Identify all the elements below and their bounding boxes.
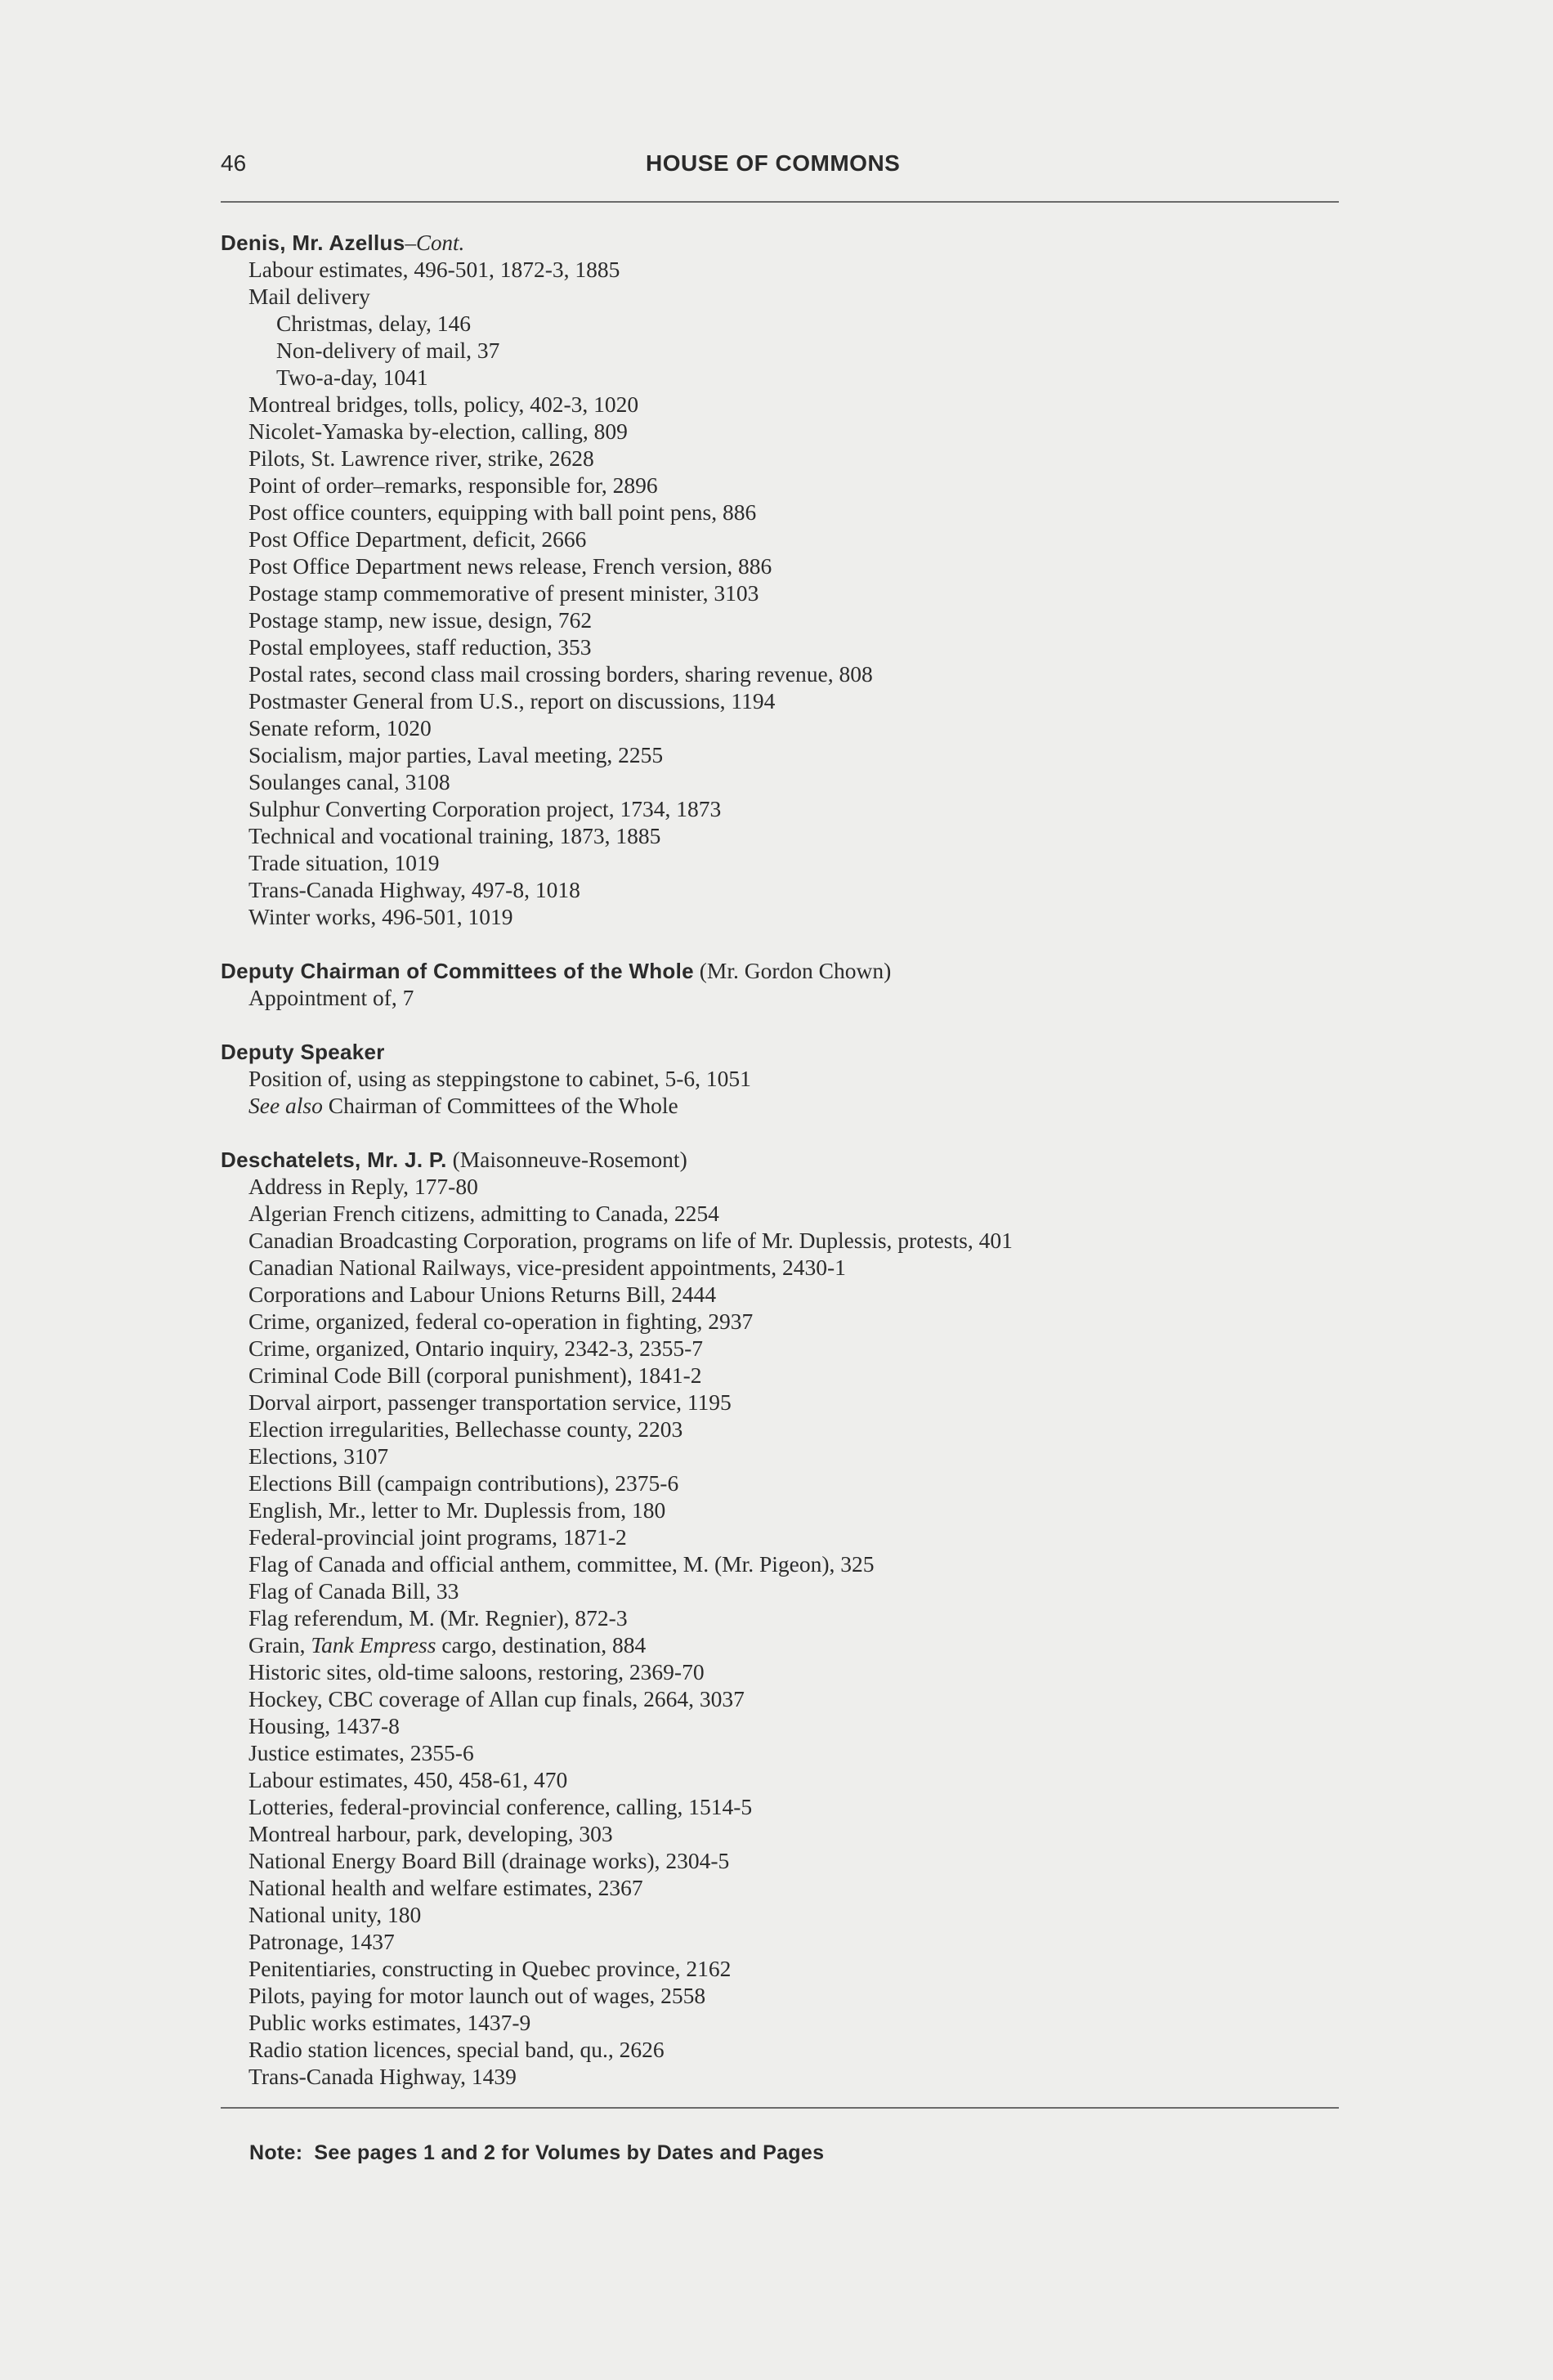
entry-text: Corporations and Labour Unions Returns Bill, 2444 bbox=[248, 1282, 717, 1307]
footer-rule bbox=[221, 2107, 1339, 2109]
entry-text: Post Office Department news release, French version, 886 bbox=[248, 553, 772, 579]
entry-text: Pilots, St. Lawrence river, strike, 2628 bbox=[248, 445, 594, 471]
heading-name: Deputy Chairman of Committees of the Whole bbox=[221, 959, 694, 983]
entry-text: Nicolet-Yamaska by-election, calling, 809 bbox=[248, 418, 628, 444]
index-section bbox=[221, 1146, 1365, 2090]
entry-text: Postal rates, second class mail crossing borders, sharing revenue, 808 bbox=[248, 661, 873, 687]
index-entries bbox=[221, 229, 1365, 2090]
entry-text: Criminal Code Bill (corporal punishment), 1841-2 bbox=[248, 1362, 702, 1388]
entry-text: Appointment of, 7 bbox=[248, 985, 414, 1010]
entry-text: Postage stamp commemorative of present minister, 3103 bbox=[248, 580, 759, 606]
index-entry bbox=[221, 552, 1365, 579]
entry-text: Soulanges canal, 3108 bbox=[248, 769, 450, 794]
index-entry bbox=[221, 2063, 1365, 2090]
index-entry bbox=[221, 849, 1365, 876]
entry-text: National Energy Board Bill (drainage works), 2304-5 bbox=[248, 1848, 730, 1873]
entry-text-after: cargo, destination, 884 bbox=[436, 1632, 647, 1658]
index-entry bbox=[221, 1820, 1365, 1847]
index-entry bbox=[221, 1496, 1365, 1523]
index-entry bbox=[221, 1982, 1365, 2009]
index-section bbox=[221, 229, 1365, 930]
index-entry bbox=[221, 1928, 1365, 1955]
entry-text: Postal employees, staff reduction, 353 bbox=[248, 634, 592, 660]
entry-text: Trans-Canada Highway, 497-8, 1018 bbox=[248, 877, 580, 902]
index-entry bbox=[221, 1362, 1365, 1389]
index-section bbox=[221, 1038, 1365, 1119]
entry-text: Address in Reply, 177-80 bbox=[248, 1174, 478, 1199]
index-entry bbox=[221, 1874, 1365, 1901]
page-number: 46 bbox=[221, 150, 247, 176]
entry-text: National unity, 180 bbox=[248, 1902, 422, 1927]
index-entry bbox=[221, 391, 1365, 418]
index-entry bbox=[221, 687, 1365, 714]
entry-text: Labour estimates, 496-501, 1872-3, 1885 bbox=[248, 257, 620, 282]
entry-text: Post office counters, equipping with ball point pens, 886 bbox=[248, 499, 757, 525]
index-entry bbox=[221, 1308, 1365, 1335]
entry-text: Crime, organized, Ontario inquiry, 2342-3, 2355-7 bbox=[248, 1335, 704, 1361]
index-entry bbox=[221, 1470, 1365, 1496]
index-entry bbox=[221, 1712, 1365, 1739]
heading-name: Deputy Speaker bbox=[221, 1040, 385, 1064]
index-entry bbox=[221, 1523, 1365, 1550]
index-entry bbox=[221, 499, 1365, 526]
entry-text: Elections Bill (campaign contributions), 2375-6 bbox=[248, 1470, 679, 1496]
entry-text: Flag referendum, M. (Mr. Regnier), 872-3 bbox=[248, 1605, 628, 1631]
index-entry bbox=[221, 445, 1365, 472]
index-entry bbox=[221, 283, 1365, 310]
index-entry bbox=[221, 1443, 1365, 1470]
entry-text: Non-delivery of mail, 37 bbox=[276, 338, 500, 363]
index-entry bbox=[221, 1416, 1365, 1443]
index-subentry bbox=[221, 310, 1365, 337]
entry-text: Hockey, CBC coverage of Allan cup finals, 2664, 3037 bbox=[248, 1686, 745, 1711]
index-entry bbox=[221, 1766, 1365, 1793]
entry-text: Penitentiaries, constructing in Quebec province, 2162 bbox=[248, 1956, 732, 1981]
header-rule bbox=[221, 201, 1339, 203]
index-entry bbox=[221, 984, 1365, 1011]
index-entry bbox=[221, 1685, 1365, 1712]
section-heading bbox=[221, 1038, 1365, 1065]
entry-text: Montreal harbour, park, developing, 303 bbox=[248, 1821, 613, 1846]
entry-text: Federal-provincial joint programs, 1871-2 bbox=[248, 1524, 627, 1550]
index-entry bbox=[221, 903, 1365, 930]
index-entry bbox=[221, 633, 1365, 660]
entry-text: Labour estimates, 450, 458-61, 470 bbox=[248, 1767, 568, 1792]
index-entry bbox=[221, 1227, 1365, 1254]
entry-text: Historic sites, old-time saloons, restoring, 2369-70 bbox=[248, 1659, 705, 1684]
entry-italic-title: Tank Empress bbox=[311, 1632, 436, 1658]
index-entry bbox=[221, 1281, 1365, 1308]
index-entry bbox=[221, 822, 1365, 849]
entry-text: Crime, organized, federal co-operation in fighting, 2937 bbox=[248, 1309, 754, 1334]
index-subentry bbox=[221, 364, 1365, 391]
index-entry bbox=[221, 1793, 1365, 1820]
index-entry bbox=[221, 418, 1365, 445]
index-entry bbox=[221, 1065, 1365, 1092]
index-section bbox=[221, 957, 1365, 1011]
heading-constituency: (Maisonneuve-Rosemont) bbox=[446, 1147, 687, 1172]
index-entry bbox=[221, 526, 1365, 552]
entry-text: Radio station licences, special band, qu., 2626 bbox=[248, 2037, 665, 2062]
entry-text: Mail delivery bbox=[248, 284, 370, 309]
index-entry bbox=[221, 1335, 1365, 1362]
entry-text: Patronage, 1437 bbox=[248, 1929, 395, 1954]
entry-text: Pilots, paying for motor launch out of wages, 2558 bbox=[248, 1983, 706, 2008]
entry-text: Technical and vocational training, 1873, 1885 bbox=[248, 823, 661, 848]
index-entry bbox=[221, 2036, 1365, 2063]
heading-continued: –Cont. bbox=[405, 230, 465, 255]
index-entry bbox=[221, 1739, 1365, 1766]
index-entry bbox=[221, 1604, 1365, 1631]
index-entry bbox=[221, 1389, 1365, 1416]
section-heading bbox=[221, 957, 1365, 984]
page-header bbox=[221, 147, 1339, 196]
index-entry bbox=[221, 1631, 1365, 1658]
entry-text: Housing, 1437-8 bbox=[248, 1713, 400, 1738]
entry-text: Postage stamp, new issue, design, 762 bbox=[248, 607, 593, 633]
index-subentry bbox=[221, 337, 1365, 364]
entry-text: Grain, bbox=[248, 1632, 311, 1658]
index-entry bbox=[221, 660, 1365, 687]
index-entry bbox=[221, 1092, 1365, 1119]
index-entry bbox=[221, 1901, 1365, 1928]
entry-text: Position of, using as steppingstone to cabinet, 5-6, 1051 bbox=[248, 1066, 751, 1091]
entry-text: Post Office Department, deficit, 2666 bbox=[248, 526, 587, 552]
section-heading bbox=[221, 1146, 1365, 1173]
index-entry bbox=[221, 1955, 1365, 1982]
entry-text: Trans-Canada Highway, 1439 bbox=[248, 2064, 517, 2089]
index-entry bbox=[221, 795, 1365, 822]
index-entry bbox=[221, 1550, 1365, 1577]
entry-text: Dorval airport, passenger transportation service, 1195 bbox=[248, 1389, 732, 1415]
entry-text: Canadian Broadcasting Corporation, programs on life of Mr. Duplessis, protests, 401 bbox=[248, 1228, 1013, 1253]
entry-text: Lotteries, federal-provincial conference, calling, 1514-5 bbox=[248, 1794, 753, 1819]
index-entry bbox=[221, 714, 1365, 741]
entry-text: Algerian French citizens, admitting to Canada, 2254 bbox=[248, 1201, 719, 1226]
index-entry bbox=[221, 768, 1365, 795]
index-entry bbox=[221, 256, 1365, 283]
entry-text: Senate reform, 1020 bbox=[248, 715, 432, 740]
entry-text: Justice estimates, 2355-6 bbox=[248, 1740, 474, 1765]
index-entry bbox=[221, 579, 1365, 606]
index-entry bbox=[221, 472, 1365, 499]
entry-text: Christmas, delay, 146 bbox=[276, 311, 472, 336]
footer-note bbox=[249, 2141, 824, 2165]
heading-name: Denis, Mr. Azellus bbox=[221, 230, 405, 255]
index-entry bbox=[221, 1254, 1365, 1281]
entry-text: Flag of Canada Bill, 33 bbox=[248, 1578, 459, 1604]
index-entry bbox=[221, 2009, 1365, 2036]
entry-text: Elections, 3107 bbox=[248, 1443, 389, 1469]
index-entry bbox=[221, 1847, 1365, 1874]
heading-constituency: (Mr. Gordon Chown) bbox=[693, 958, 892, 983]
entry-text: English, Mr., letter to Mr. Duplessis from, 180 bbox=[248, 1497, 666, 1523]
entry-text: Election irregularities, Bellechasse county, 2203 bbox=[248, 1416, 683, 1442]
entry-text: Winter works, 496-501, 1019 bbox=[248, 904, 513, 929]
note-text: See pages 1 and 2 for Volumes by Dates and Pages bbox=[314, 2141, 825, 2164]
entry-text: Flag of Canada and official anthem, committee, M. (Mr. Pigeon), 325 bbox=[248, 1551, 875, 1577]
section-heading bbox=[221, 229, 1365, 256]
entry-text: Trade situation, 1019 bbox=[248, 850, 440, 875]
index-entry bbox=[221, 1577, 1365, 1604]
index-entry bbox=[221, 741, 1365, 768]
index-entry bbox=[221, 1658, 1365, 1685]
index-entry bbox=[221, 1173, 1365, 1200]
entry-text: Chairman of Committees of the Whole bbox=[322, 1093, 678, 1118]
entry-text: Socialism, major parties, Laval meeting, 2255 bbox=[248, 742, 664, 767]
entry-text: Sulphur Converting Corporation project, 1734, 1873 bbox=[248, 796, 722, 821]
entry-text: Montreal bridges, tolls, policy, 402-3, 1020 bbox=[248, 391, 639, 417]
entry-text: Point of order–remarks, responsible for, 2896 bbox=[248, 472, 658, 498]
entry-text: Canadian National Railways, vice-president appointments, 2430-1 bbox=[248, 1255, 846, 1280]
heading-name: Deschatelets, Mr. J. P. bbox=[221, 1148, 447, 1172]
entry-text: Two-a-day, 1041 bbox=[276, 365, 428, 390]
index-entry bbox=[221, 876, 1365, 903]
note-label: Note: bbox=[249, 2141, 303, 2164]
index-entry bbox=[221, 1200, 1365, 1227]
entry-text: Postmaster General from U.S., report on discussions, 1194 bbox=[248, 688, 776, 714]
entry-text: National health and welfare estimates, 2367 bbox=[248, 1875, 643, 1900]
index-entry bbox=[221, 606, 1365, 633]
entry-text: Public works estimates, 1437-9 bbox=[248, 2010, 531, 2035]
see-also-label: See also bbox=[248, 1093, 323, 1118]
running-title: HOUSE OF COMMONS bbox=[646, 150, 901, 176]
